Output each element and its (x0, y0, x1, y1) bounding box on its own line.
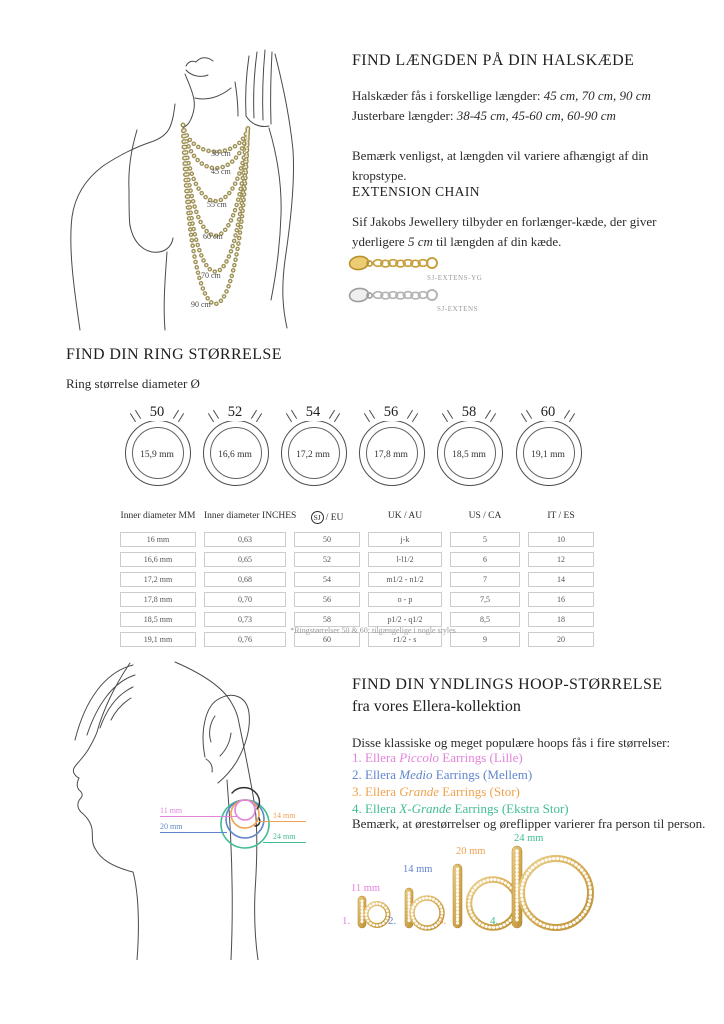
ring-band-tick (364, 410, 375, 422)
table-cell: 20 (528, 632, 594, 647)
item-style-name: Medio (399, 767, 433, 782)
eu-suffix: / EU (325, 513, 344, 523)
ring-size-number: 58 (458, 404, 481, 421)
table-cell: 52 (294, 552, 360, 567)
ring-diameter-label: 15,9 mm (140, 450, 174, 460)
ring-section-title: FIND DIN RING STØRRELSE (66, 346, 282, 363)
necklace-length-label: 38 cm (211, 149, 231, 158)
item-suffix: Earrings (Ekstra Stor) (451, 801, 569, 816)
table-cell: 19,1 mm (120, 632, 196, 647)
col-header-mm: Inner diameter MM (120, 511, 196, 521)
table-cell: 6 (450, 552, 520, 567)
product-size-label-11mm: 11 mm (351, 883, 381, 894)
extension-chain-images (345, 250, 505, 320)
ring-diagram-60 (514, 406, 582, 498)
table-cell: 7 (450, 572, 520, 587)
col-header-it-es: IT / ES (547, 511, 575, 521)
extension-text: Sif Jakobs Jewellery tilbyder en forlænger-kæde, der giver yderligere (352, 214, 657, 249)
ring-diagram-58 (435, 406, 503, 498)
extension-chain-title: EXTENSION CHAIN (352, 184, 480, 199)
product-number-2: 2. (388, 915, 397, 927)
ring-size-number: 54 (302, 404, 325, 421)
ring-diagram-56 (357, 406, 425, 498)
table-cell: 14 (528, 572, 594, 587)
ear-size-label-24mm: 24 mm (273, 832, 296, 841)
table-cell: 10 (528, 532, 594, 547)
ring-band-tick (442, 410, 453, 422)
silver-chain-sku: SJ-EXTENS (437, 305, 479, 313)
measure-line-14mm (259, 821, 306, 822)
adjustable-label: Justerbare længder: (352, 108, 454, 123)
ring-band-tick (208, 410, 219, 422)
ring-band-tick (407, 410, 418, 422)
item-prefix: 4. Ellera (352, 801, 400, 816)
item-style-name: Grande (399, 784, 440, 799)
table-cell: 0,70 (204, 592, 286, 607)
product-size-label-20mm: 20 mm (456, 846, 486, 857)
necklace-length-label: 45 cm (211, 167, 231, 176)
silver-chain-image (349, 287, 437, 303)
necklace-length-label: 70 cm (201, 271, 221, 280)
extension-length-value: 5 cm (407, 234, 433, 249)
ring-size-number: 56 (380, 404, 403, 421)
table-cell: 12 (528, 552, 594, 567)
ring-diameter-label: 19,1 mm (531, 450, 565, 460)
col-header-inches: Inner diameter INCHES (204, 511, 297, 521)
table-cell: 0,65 (204, 552, 286, 567)
table-cell: l-l1/2 (368, 552, 442, 567)
table-cell: 0,68 (204, 572, 286, 587)
item-suffix: Earrings (Lille) (439, 750, 523, 765)
ring-diameter-label: 18,5 mm (452, 450, 486, 460)
ring-size-number: 52 (224, 404, 247, 421)
item-prefix: 1. Ellera (352, 750, 400, 765)
item-suffix: Earrings (Stor) (439, 784, 520, 799)
table-cell: 50 (294, 532, 360, 547)
table-cell: 58 (294, 612, 360, 627)
adjustable-value: 38-45 cm, 45-60 cm, 60-90 cm (456, 108, 616, 123)
product-number-3: 3. (438, 915, 447, 927)
hoop-style-grande (352, 783, 569, 800)
product-size-label-24mm: 24 mm (514, 833, 544, 844)
ear-size-label-11mm: 11 mm (160, 806, 183, 815)
ring-diagram-50 (123, 406, 191, 498)
hoop-style-medio (352, 766, 569, 783)
lengths-value: 45 cm, 70 cm, 90 cm (543, 88, 651, 103)
hoop-pair-20mm (453, 864, 517, 928)
ring-diagram-54 (279, 406, 347, 498)
hoop-pair-14mm (405, 888, 442, 928)
table-cell: r1/2 - s (368, 632, 442, 647)
table-cell: 0,76 (204, 632, 286, 647)
table-cell: 17,8 mm (120, 592, 196, 607)
item-prefix: 3. Ellera (352, 784, 400, 799)
table-cell: 9 (450, 632, 520, 647)
extension-text-tail: til længden af din kæde. (432, 234, 562, 249)
hoop-pair-24mm (512, 846, 591, 928)
ear-size-label-14mm: 14 mm (273, 811, 296, 820)
sj-logo-badge: SJ (311, 511, 324, 524)
adjustable-lengths-line (352, 106, 616, 126)
ring-section-subtitle: Ring størrelse diameter Ø (66, 376, 200, 391)
product-number-4: 4. (490, 915, 499, 927)
table-cell: m1/2 - n1/2 (368, 572, 442, 587)
col-header-uk-au: UK / AU (387, 511, 423, 521)
col-header-us-ca: US / CA (468, 511, 502, 521)
ring-diagram-52 (201, 406, 269, 498)
measure-line-20mm (160, 832, 227, 833)
table-cell: 54 (294, 572, 360, 587)
ring-diameter-label: 17,2 mm (296, 450, 330, 460)
table-cell: 18,5 mm (120, 612, 196, 627)
necklace-model-illustration (55, 40, 335, 335)
table-cell: o - p (368, 592, 442, 607)
item-style-name: Piccolo (399, 750, 440, 765)
item-style-name: X-Grande (399, 801, 452, 816)
necklace-length-label: 55 cm (207, 200, 227, 209)
ring-band-tick (286, 410, 297, 422)
col-header-sj-eu (294, 511, 360, 527)
ring-band-tick (130, 410, 141, 422)
measure-line-24mm (263, 842, 306, 843)
necklace-length-label: 60 cm (203, 232, 223, 241)
necklace-note: Bemærk venligst, at længden vil variere afhængigt af din kropstype. (352, 148, 649, 183)
ring-band-tick (251, 410, 262, 422)
table-cell: 60 (294, 632, 360, 647)
table-cell: 56 (294, 592, 360, 607)
necklace-section-title: FIND LÆNGDEN PÅ DIN HALSKÆDE (352, 52, 635, 69)
hoop-intro: Disse klassiske og meget populære hoops fås i fire størrelser: (352, 735, 671, 750)
table-cell: 7,5 (450, 592, 520, 607)
lengths-label: Halskæder fås i forskellige længder: (352, 88, 541, 103)
ring-size-number: 60 (537, 404, 560, 421)
ear-size-label-20mm: 20 mm (160, 822, 183, 831)
hoop-section-title-line1: FIND DIN YNDLINGS HOOP-STØRRELSE (352, 676, 663, 693)
item-prefix: 2. Ellera (352, 767, 400, 782)
ring-band-tick (485, 410, 496, 422)
necklace-length-label: 90 cm (191, 300, 211, 309)
table-cell: j-k (368, 532, 442, 547)
ring-band-tick (329, 410, 340, 422)
gold-chain-image (349, 255, 437, 271)
table-cell: 0,73 (204, 612, 286, 627)
table-cell: 18 (528, 612, 594, 627)
hoop-style-list (352, 749, 569, 817)
ring-band-tick (521, 410, 532, 422)
item-suffix: Earrings (Mellem) (432, 767, 533, 782)
hoop-note: Bemærk, at ørestørrelser og øreflipper varierer fra person til person. (352, 816, 706, 831)
ring-size-number: 50 (146, 404, 169, 421)
table-cell: 16,6 mm (120, 552, 196, 567)
product-size-label-14mm: 14 mm (403, 864, 433, 875)
ring-table-footnote: *Ringstørrelser 50 & 60: tilgængelige i nogle styles (290, 626, 456, 635)
hoop-style-piccolo (352, 749, 569, 766)
table-cell: 16 mm (120, 532, 196, 547)
extension-chain-text (352, 212, 666, 252)
ear-hoop-circles (221, 800, 269, 848)
gold-chain-sku: SJ-EXTENS-YG (427, 274, 483, 282)
necklace-lengths-line (352, 86, 651, 106)
table-cell: p1/2 - q1/2 (368, 612, 442, 627)
table-cell: 5 (450, 532, 520, 547)
ring-band-tick (564, 410, 575, 422)
ring-diameter-label: 16,6 mm (218, 450, 252, 460)
table-cell: 16 (528, 592, 594, 607)
hoop-section-title-line2: fra vores Ellera-kollektion (352, 698, 521, 715)
ring-band-tick (173, 410, 184, 422)
table-cell: 8,5 (450, 612, 520, 627)
hoop-pair-11mm (358, 896, 388, 928)
product-number-1: 1. (342, 915, 351, 927)
table-cell: 17,2 mm (120, 572, 196, 587)
ring-diameter-label: 17,8 mm (374, 450, 408, 460)
table-cell: 0,63 (204, 532, 286, 547)
measure-line-11mm (160, 816, 237, 817)
face-profile-illustration (55, 660, 345, 960)
